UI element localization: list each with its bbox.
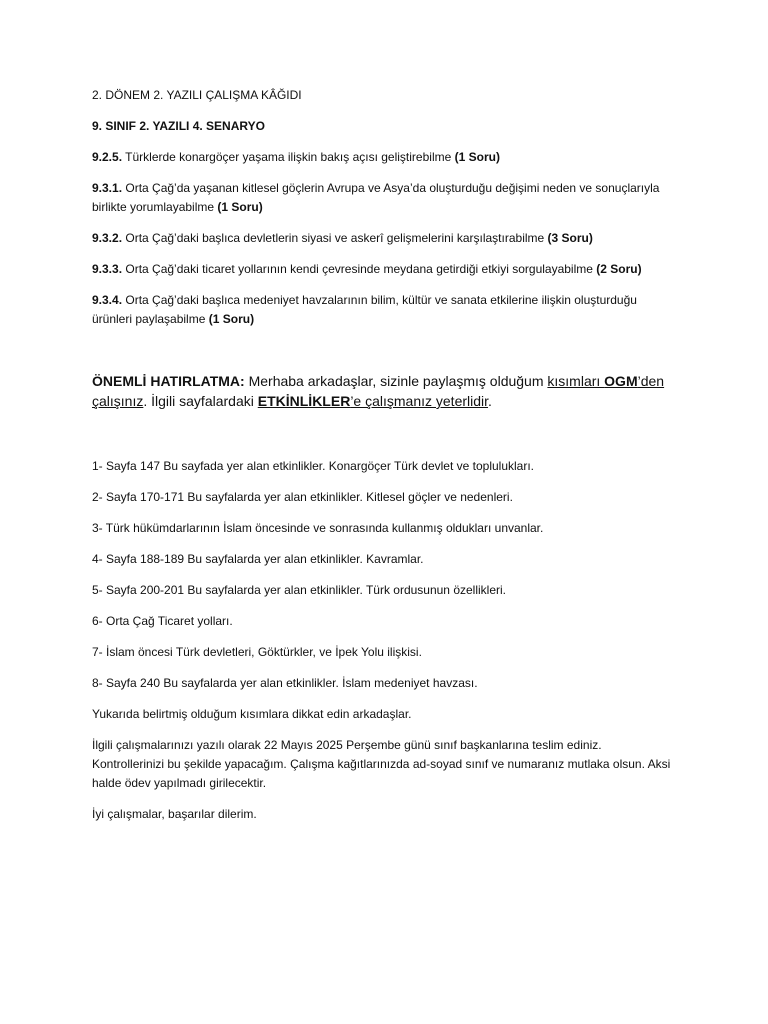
spacer: [92, 341, 672, 371]
objective-code: 9.3.2.: [92, 231, 123, 245]
reminder-activities: ETKİNLİKLER: [257, 393, 351, 409]
list-item: 1- Sayfa 147 Bu sayfada yer alan etkinlikler. Konargöçer Türk devlet ve toplulukları.: [92, 459, 535, 473]
topic-list: [92, 457, 672, 693]
list-item: 4- Sayfa 188-189 Bu sayfalarda yer alan etkinlikler. Kavramlar.: [92, 552, 424, 566]
objective-code: 9.3.3.: [92, 262, 123, 276]
list-item: 5- Sayfa 200-201 Bu sayfalarda yer alan etkinlikler. Türk ordusunun özellikleri.: [92, 583, 506, 597]
objective-text: Orta Çağ’daki başlıca devletlerin siyasi ve askerî gelişmelerini karşılaştırabilme: [122, 231, 548, 245]
closing-paragraph: İlgili çalışmalarınızı yazılı olarak 22 Mayıs 2025 Perşembe günü sınıf başkanlarına teslim ediniz. Kontrollerinizi bu şekilde yapacağım. Çalışma kağıtlarınızda ad-soyad sınıf ve numaranız mutlaka olsun. Aksi halde ödev yapılmadı girilecektir.: [92, 738, 671, 790]
objective-text: Türklerde konargöçer yaşama ilişkin bakış açısı geliştirebilme: [122, 150, 455, 164]
objective-text: Orta Çağ’daki başlıca medeniyet havzalarının bilim, kültür ve sanata etkilerine ilişkin oluşturduğu ürünleri paylaşabilme: [92, 293, 637, 326]
reminder-underlined: ’den çalışınız: [92, 373, 665, 409]
objective-item: [92, 179, 672, 217]
closing-paragraph: İyi çalışmalar, başarılar dilerim.: [92, 807, 257, 821]
important-reminder: [92, 371, 672, 411]
objective-text: Orta Çağ’da yaşanan kitlesel göçlerin Avrupa ve Asya’da oluşturduğu değişimi neden ve sonuçlarıyla birlikte yorumlayabilme: [92, 181, 660, 214]
objective-question-count: (3 Soru): [547, 231, 593, 245]
document-title: 2. DÖNEM 2. YAZILI ÇALIŞMA KÂĞIDI: [92, 88, 302, 102]
objective-code: 9.3.4.: [92, 293, 123, 307]
list-item: 8- Sayfa 240 Bu sayfalarda yer alan etkinlikler. İslam medeniyet havzası.: [92, 676, 478, 690]
objective-text: Orta Çağ’daki ticaret yollarının kendi çevresinde meydana getirdiği etkiyi sorgulayabilme: [122, 262, 597, 276]
reminder-underlined: ’e çalışmanız yeterlidir: [350, 393, 489, 409]
document-subtitle: 9. SINIF 2. YAZILI 4. SENARYO: [92, 119, 265, 133]
objective-question-count: (2 Soru): [596, 262, 642, 276]
reminder-ogm: OGM: [604, 373, 638, 389]
reminder-text: . İlgili sayfalardaki: [143, 393, 258, 409]
list-item: 2- Sayfa 170-171 Bu sayfalarda yer alan etkinlikler. Kitlesel göçler ve nedenleri.: [92, 490, 513, 504]
reminder-lead: ÖNEMLİ HATIRLATMA:: [92, 373, 245, 389]
document-page: [92, 86, 672, 836]
list-item: 3- Türk hükümdarlarının İslam öncesinde ve sonrasında kullanmış oldukları unvanlar.: [92, 521, 544, 535]
reminder-text: Merhaba arkadaşlar, sizinle paylaşmış olduğum: [244, 373, 548, 389]
objective-question-count: (1 Soru): [454, 150, 500, 164]
objective-code: 9.2.5.: [92, 150, 123, 164]
closing-notes: [92, 705, 672, 824]
closing-paragraph: Yukarıda belirtmiş olduğum kısımlara dikkat edin arkadaşlar.: [92, 707, 412, 721]
objective-question-count: (1 Soru): [217, 200, 263, 214]
reminder-text: .: [488, 393, 492, 409]
list-item: 6- Orta Çağ Ticaret yolları.: [92, 614, 233, 628]
objective-item: [92, 260, 672, 279]
objective-question-count: (1 Soru): [208, 312, 255, 326]
objective-item: [92, 229, 672, 248]
list-item: 7- İslam öncesi Türk devletleri, Göktürkler, ve İpek Yolu ilişkisi.: [92, 645, 422, 659]
objective-code: 9.3.1.: [92, 181, 123, 195]
objective-item: [92, 291, 672, 329]
objectives-list: [92, 148, 672, 329]
objective-item: [92, 148, 672, 167]
reminder-underlined: kısımları: [547, 373, 605, 389]
